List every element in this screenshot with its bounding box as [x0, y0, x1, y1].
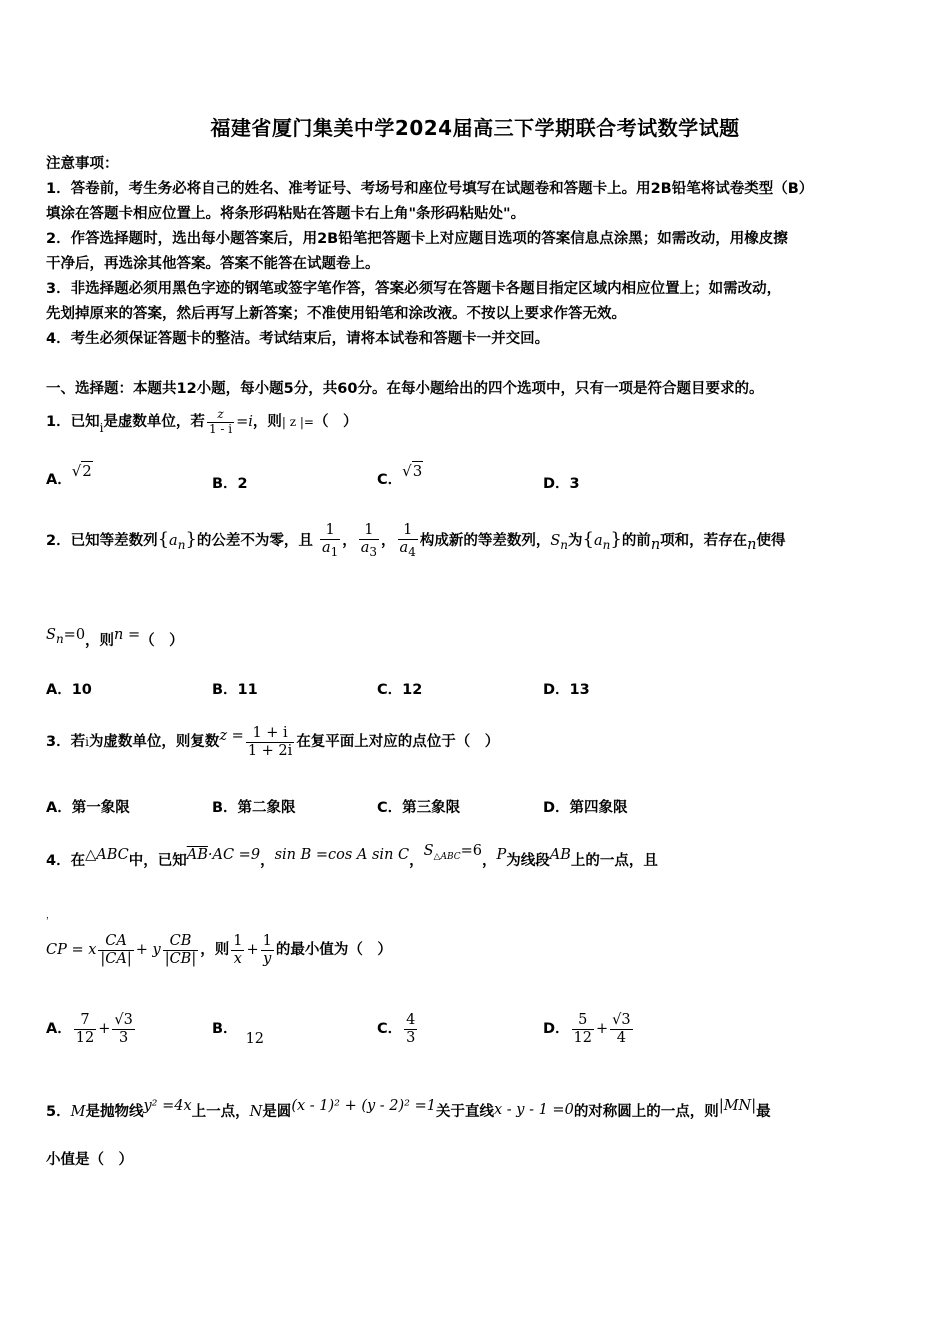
question-3 [46, 712, 499, 766]
q4-area-eq: =6 [460, 843, 483, 859]
q2-frac-2-num: 1 [359, 522, 379, 540]
q3-text-3: 在复平面上对应的点位于（ ） [296, 734, 500, 750]
q3-z: z = [219, 728, 244, 744]
q4-text-7: 上的一点，且 [570, 853, 658, 869]
q4-ca-num: CA [98, 933, 133, 951]
q2-seq2-brace-close: } [610, 529, 622, 550]
q1-option-a [46, 462, 93, 489]
section-heading: 一、选择题：本题共12小题，每小题5分，共60分。在每小题给出的四个选项中，只有一项是符合题目要求的。 [46, 381, 764, 397]
q1-option-a-label: A． [46, 472, 72, 488]
question-2: 2．已知等差数列$\{a_n\}$的公差不为零，且 $\frac{1}{a_1}$ ， $\frac{1}{a_3}$ ， $\frac{1}{a_4}$ 构成新的等差数列，$S_n$为$\{a_n\}$的前n项和，若存在n使得 [46, 522, 786, 559]
q4-cb-frac [163, 933, 199, 967]
q4-option-c-label: C． [377, 1021, 403, 1037]
q4-trig: sin B =cos A sin C [274, 847, 410, 863]
notice-line-4: 干净后，再选涂其他答案。答案不能答在试题卷上。 [46, 256, 380, 272]
q4-c-frac-num: 4 [406, 1011, 416, 1028]
q5-line-eq: x - y - 1 =0 [493, 1102, 574, 1118]
q1-option-a-value: √2 [71, 462, 92, 480]
q5-text-1: 5． [46, 1104, 71, 1120]
q4-a-frac-2 [112, 1012, 134, 1046]
notice-line-1: 1．答卷前，考生务必将自己的姓名、准考证号、考场号和座位号填写在试题卷和答题卡上。用2B铅笔将试卷类型（B） [46, 181, 814, 197]
q2-text-1: 2．已知等差数列 [46, 533, 158, 549]
q4-a-frac-2-num: √3 [114, 1011, 133, 1028]
q5-parabola: y² =4x [143, 1098, 192, 1114]
q5-text-3: 上一点， [191, 1104, 250, 1120]
q1-option-c-label: C． [377, 472, 403, 488]
q2-option-d: D．13 [543, 682, 590, 698]
q2-frac-1-sub: 1 [330, 544, 339, 559]
q1-frac-den: 1 - i [208, 421, 233, 436]
q4-cb-num: CB [163, 933, 199, 951]
q4-option-b-label: B． [212, 1021, 238, 1037]
page-title: 福建省厦门集美中学2024届高三下学期联合考试数学试题 [210, 116, 740, 140]
q4-ab: AB [549, 847, 571, 863]
q4-dot-product [187, 847, 260, 863]
q1-eq: =i [236, 414, 253, 430]
q4-vec-ac: ·AC =9 [207, 847, 261, 863]
question-4-line-2 [46, 922, 392, 978]
q4-fy-frac [261, 933, 274, 967]
q2-line2-s: S [46, 627, 56, 643]
q2-seq-a: a [169, 533, 178, 549]
q2-frac-3-num: 1 [398, 522, 418, 540]
q5-m: M [70, 1104, 86, 1120]
q4-d-frac-1-den: 12 [573, 1029, 592, 1046]
q2-option-c: C．12 [377, 682, 423, 698]
q2-seq-brace-close: } [185, 529, 197, 550]
q2-text-5: 的前 [621, 533, 651, 549]
q4-text-8: ，则 [200, 942, 230, 958]
q4-c-frac-den: 3 [406, 1029, 416, 1046]
q3-frac-num: 1 + i [246, 725, 294, 743]
notice-line-6: 先划掉原来的答案，然后再写上新答案；不准使用铅笔和涂改液。不按以上要求作答无效。 [46, 306, 626, 322]
q2-frac-2-a: a [360, 539, 370, 556]
q4-text-5: ， [482, 853, 497, 869]
q4-text-3: ， [260, 853, 275, 869]
q4-text-4: ， [409, 853, 424, 869]
q2-sn: S [550, 533, 561, 549]
q4-area-sub: △ABC [433, 851, 461, 862]
q2-frac-1-a: a [321, 539, 331, 556]
q2-seq2-a: a [593, 533, 603, 549]
q5-text-7: 最 [756, 1104, 771, 1120]
q1-option-c-radicand: 3 [412, 462, 423, 480]
q1-option-c-value: √3 [402, 462, 423, 480]
notice-line-2: 填涂在答题卡相应位置上。将条形码粘贴在答题卡右上角"条形码粘贴处"。 [46, 206, 526, 222]
q3-text-2: 为虚数单位，则复数 [88, 734, 220, 750]
q4-fx-frac [231, 933, 244, 967]
q1-fraction [207, 408, 234, 437]
q2-text-7: 使得 [756, 533, 786, 549]
q2-frac-1-den [320, 540, 340, 560]
q2-frac-2-sub: 3 [369, 544, 378, 559]
q4-a-frac-2-den: 3 [118, 1029, 129, 1046]
q2-n-1: n [650, 537, 661, 553]
q5-mn: |MN| [718, 1098, 757, 1114]
q4-ca-frac [98, 933, 133, 967]
q4-option-a-label: A． [46, 1021, 72, 1037]
q2-line2-sub: n [55, 631, 64, 646]
q4-p: P [496, 847, 507, 863]
q4-d-frac-1-num: 5 [572, 1012, 594, 1030]
q2-line2-end: （ ） [140, 633, 184, 649]
notice-line-7: 4．考生必须保证答题卡的整洁。考试结束后，请将本试卷和答题卡一并交回。 [46, 331, 550, 347]
q1-option-d: D．3 [543, 476, 580, 492]
q2-option-b: B．11 [212, 682, 258, 698]
q4-d-frac-2 [610, 1012, 632, 1046]
q2-seq2-brace: { [582, 529, 594, 550]
question-5 [46, 1088, 771, 1130]
q4-c-frac [404, 1012, 417, 1046]
q2-text-2: 的公差不为零，且 [196, 533, 313, 549]
q2-line2-text: ，则 [85, 633, 115, 649]
q4-fx-num: 1 [233, 932, 243, 949]
q4-option-a [46, 1004, 137, 1054]
q4-d-frac-1 [572, 1012, 594, 1046]
q2-frac-3-sub: 4 [408, 544, 416, 559]
q1-option-a-radicand: 2 [82, 462, 92, 480]
q4-ca-den: |CA| [100, 950, 132, 967]
q4-area [423, 843, 483, 862]
q4-a-frac-1-den: 12 [75, 1029, 95, 1046]
q1-frac-num: z [207, 408, 234, 423]
q2-n-2: n [747, 537, 757, 553]
q4-option-b-value: 12 [245, 1031, 265, 1047]
q2-frac-1 [320, 522, 340, 559]
q4-area-s: S [423, 843, 434, 859]
q4-plus: + [246, 942, 259, 958]
q4-text-2: 中，已知 [128, 853, 187, 869]
q4-option-d-label: D． [543, 1021, 570, 1037]
q5-text-5: 关于直线 [435, 1104, 494, 1120]
q3-i: i [85, 735, 89, 749]
q4-vec-ab: $\overline{AB}$ [186, 847, 208, 863]
q5-text-2: 是抛物线 [85, 1104, 144, 1120]
q2-line2-eq: =0 [63, 627, 86, 643]
q3-option-c: C．第三象限 [377, 800, 461, 816]
q5-n: N [249, 1104, 263, 1120]
q4-cb-den: |CB| [164, 950, 197, 967]
q1-i: i [99, 421, 104, 435]
q2-frac-2 [359, 522, 379, 559]
q3-option-a: A．第一象限 [46, 800, 130, 816]
q4-option-c [377, 1004, 419, 1054]
q5-text-4: 是圆 [262, 1104, 292, 1120]
q4-fy-num: 1 [262, 932, 272, 949]
q4-text-1: 4．在 [46, 853, 86, 869]
q4-fx-den: x [233, 950, 242, 967]
q4-a-frac-1 [74, 1012, 96, 1046]
q2-line2-n: n = [114, 627, 141, 643]
q1-absz: | z |= [281, 415, 314, 429]
q3-frac-den: 1 + 2i [247, 742, 293, 759]
q4-comma-mark: ， [46, 911, 56, 921]
q4-text-6: 为线段 [506, 853, 550, 869]
q3-option-b: B．第二象限 [212, 800, 296, 816]
q1-option-c [377, 462, 423, 489]
q1-text-2: 是虚数单位，若 [103, 414, 205, 430]
question-4 [46, 832, 658, 880]
q3-fraction [246, 725, 294, 759]
q2-frac-2-den [359, 540, 379, 560]
q2-frac-3 [398, 522, 418, 559]
q4-a-frac-1-num: 7 [74, 1012, 96, 1030]
q1-text-3: ，则 [252, 414, 282, 430]
notice-heading: 注意事项： [46, 156, 119, 172]
q2-seq-brace: { [157, 529, 170, 550]
q5-text-6: 的对称圆上的一点，则 [573, 1104, 719, 1120]
q3-option-d: D．第四象限 [543, 800, 628, 816]
q4-plus-y: + y [135, 942, 161, 958]
q1-text-4: （ ） [313, 414, 358, 430]
q4-a-plus: + [98, 1021, 111, 1037]
question-1 [46, 404, 357, 446]
q2-text-3: 构成新的等差数列， [419, 533, 551, 549]
q4-option-b [212, 1004, 264, 1064]
q4-d-plus: + [596, 1021, 609, 1037]
q2-seq-sub: n [177, 537, 186, 552]
q1-option-b: B．2 [212, 476, 248, 492]
q4-triangle: △ABC [85, 847, 129, 863]
notice-line-5: 3．非选择题必须用黑色字迹的钢笔或签字笔作答，答案必须写在答题卡各题目指定区域内相应位置上；如需改动， [46, 281, 782, 297]
q5-circle: (x - 1)² + (y - 2)² =1 [291, 1098, 436, 1114]
q4-d-frac-2-den: 4 [616, 1029, 626, 1046]
q2-sn-sub: n [560, 537, 569, 552]
notice-line-3: 2．作答选择题时，选出每小题答案后，用2B铅笔把答题卡上对应题目选项的答案信息点涂黑；如需改动，用橡皮擦 [46, 231, 788, 247]
q3-text-1: 3．若 [46, 734, 86, 750]
q4-d-frac-2-num: √3 [612, 1011, 631, 1028]
q1-text-1: 1．已知 [46, 414, 100, 430]
q2-sn-zero [46, 627, 86, 646]
question-5-line-2: 小值是（ ） [46, 1152, 133, 1168]
q2-text-6: 项和，若存在 [660, 533, 748, 549]
q2-frac-3-a: a [399, 539, 409, 556]
q4-option-d [543, 1004, 635, 1054]
q4-cp: CP = x [46, 942, 97, 958]
q4-text-9: 的最小值为（ ） [275, 942, 392, 958]
q2-option-a: A．10 [46, 682, 92, 698]
q2-seq2-sub: n [602, 537, 611, 552]
question-2-line-2 [46, 620, 184, 656]
q2-frac-1-num: 1 [320, 522, 340, 540]
q2-frac-3-den [398, 540, 418, 560]
q4-fy-den: y [263, 950, 272, 967]
q2-text-4: 为 [568, 533, 583, 549]
